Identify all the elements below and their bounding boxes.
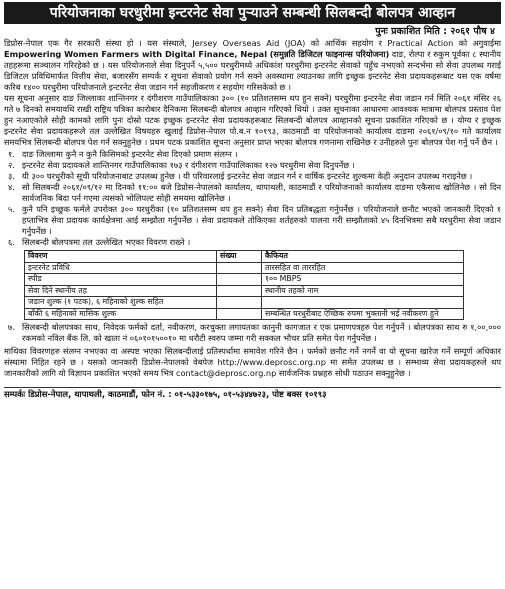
table-cell [217,274,262,286]
table-cell [217,262,262,274]
table-cell: सेवा दिने स्थानीय तह [25,285,217,297]
table-cell: इन्टरनेट प्रविधि [25,262,217,274]
project-name: Empowering Women Farmers with Digital Finance, Nepal [4,49,268,59]
closing-paragraph: माथिका विवरणहरु संलग्न नभएका वा अस्पष्ट भएका सिलबन्दीलाई प्रतिस्पर्धामा समावेश गरिने छैन । फर्मको छनौट गर्ने नगर्ने वा यो सूचना खारेज गर्ने सम्पूर्ण अधिकार संस्थामा निहित रहने छ । यसको जानकारी डिप्रोस-नेपालको वेबपेज http://www.deprosc.org.np मा समेत उपलब्ध छ । सम्भाव्य सेवा प्रदायकहरुले थप जानकारीको लागि यो विज्ञापन प्रकाशित भएको समय भित्र contact@deprosc.org.np सार्वजनिक प्रश्नहरु सोधी पठाउन सक्नुहुनेछ । [4,346,501,378]
table-header: कैफियत [262,251,464,263]
list-item: ६. सिलबन्दी बोलपत्रमा तल उल्लेखित भएका विवरण राख्ने । [8,237,191,247]
table-cell [217,285,262,297]
table-cell: स्थानीय तहको नाम [262,285,464,297]
list-item: ४. सो सिलबन्दी २०६१/०९/१२ मा दिनको ११:०० बजे डिप्रोस-नेपालको कार्यालय, थापाथली, काठमाडौं र परियोजनाको कार्यालय दाङमा एकैसाथ खोलिनेछ । सो दिन सार्वजनिक बिदा पर्न गएमा त्यसको भोलिपल्ट सोही समयमा खोलिनेछ । [8,182,501,203]
table-cell: १०० MBPS [262,274,464,286]
table-row [25,285,464,297]
table-cell: जडान शुल्क (१ पटक), ६ महिनाको शुल्क सहित [25,297,217,309]
list-item: २. इन्टरनेट सेवा प्रदायकले शान्तिनगर गाउँपालिकाका १७३ र दंगीशरण गाउँपालिकाका १२७ घरधुरीमा सेवा दिनुपर्नेछ । [8,160,355,170]
contact-line: सम्पर्कः डिप्रोस-नेपाल, थापाथली, काठमाडौं, फोन नं. : ०१-५३३०१७५, ०१-५३४४७२३, पोष्ट बक्स १०१९३ [4,387,501,400]
table-cell: तारसहित वा ताररहित [262,262,464,274]
list-item: १. दाङ जिल्लामा कुनै न कुनै किसिमको इन्टरनेट सेवा दिएको प्रमाण संलग्न । [8,149,238,159]
list-item: ३. यी ३०० घरधुरीको सूची परियोजनाबाट उपलब्ध हुनेछ । यी परिवारलाई इन्टरनेट सेवा जडान गर्न र वार्षिक इन्टरनेट शुल्कमा केही अनुदान उपलब्ध गराइनेछ । [8,171,473,181]
table-row [25,274,464,286]
republish-date: पुनः प्रकाशित मिति : २०६१ पौष ४ [375,26,495,37]
details-table [24,250,464,320]
table-row [25,308,464,320]
table-cell [217,297,262,309]
table-cell: स्पीड [25,274,217,286]
table-cell [262,297,464,309]
table-cell: बाँकी ६ महिनाको मासिक शुल्क [25,308,217,320]
table-header: संख्या [217,251,262,263]
tender-paragraph: यस सूचना अनुसार दाङ जिल्लाका शान्तिनगर र दंगीशरण गाउँपालिकाका ३०० (१० प्रतिशतसम्म थप हुन सक्ने) घरधुरीमा इन्टरनेट सेवा जडान गर्न मिति २०६१ मंसिर २६ गते ७ दिनको समयावधि राखी राष्ट्रिय पत्रिका कारोबार दैनिकमा सिलबन्दी बोलपत्र आव्हान गरिएको थियो । उक्त सूचनाका आधारमा आवश्यक मात्रामा बोलपत्र प्रस्ताव पेश हुन नआएकोले सोही कामको लागि पुनः दोस्रो पटक इच्छुक इन्टरनेट सेवा प्रदायकहरूबाट सिलबन्दी बोलपत्र आव्हानको सूचना प्रकाशित गरिएको छ । योग्य र इच्छुक इन्टरनेट सेवा प्रदायकहरूले तल उल्लेखित विषयहरु खुलाई डिप्रोस-नेपाल पो.ब.न १०१९३, काठमाडौं वा परियोजनाको कार्यालय दाङमा २०६१/०९/१० गते कार्यालय समयभित्र सिलबन्दी बोलपत्र पेश गर्न सक्नुहुनेछ । प्रथम पटक प्रकाशित सूचना अनुसार प्राप्त भएका बोलपत्र गणनामा राखिनेछ र उनीहरुले पुनः बोलपत्र पेश गर्नु पर्ने छैन । [4,93,502,147]
table-cell [217,308,262,320]
notice-title: परियोजनाका घरधुरीमा इन्टरनेट सेवा पुऱ्याउने सम्बन्धी सिलबन्दी बोलपत्र आव्हान [4,2,501,24]
requirements-list [4,149,501,248]
list-item: ७. सिलबन्दी बोलपत्रका साथ, निवेदक फर्मको दर्ता, नवीकरण, करचुक्ता लगायतका कानुनी कागजात र एक प्रमाणपत्रहरु पेश गर्नुपर्ने । बोलपत्रका साथ रु १,००,००० रकमको नविल बैंक लि. को खाता नं ०६०१०१५००१० मा धरौटी स्वरुप जम्मा गरी सक्कल भौचर प्रति समेत पेश गर्नुपर्नेछ । [8,322,501,343]
project-name-nepali: (समुन्नति डिजिटल फाइनान्स परियोजना) [269,49,390,59]
table-row [25,297,464,309]
table-cell: सम्बन्धित घरधुरीबाट ऐच्छिक रुपमा भुक्तानी भई नवीकरण हुने [262,308,464,320]
intro-paragraph [4,38,501,93]
table-row [25,262,464,274]
table-header: विवरण [25,251,217,263]
table-header-row [25,251,464,263]
list-item: ५. कुनै पनि इच्छुक फर्मले उपरोक्त ३०० घरधुरीका (१० प्रतिशतसम्म थप हुन सक्ने) सेवा दिन प्रतिबद्धता गर्नुपर्नेछ । परियोजनाले छनौट भएको जानकारी दिएको १ हप्ताभित्र सेवा प्रदायक कार्यक्षेत्रमा आई सम्झौता गर्नुपर्नेछ । सेवा प्रदायकले तोकिएका शर्तहरुको पालना गरी सम्झौताको ४५ दिनभित्रमा सबै घरधुरीमा सेवा जडान गर्नुपर्नेछ । [8,204,501,236]
intro-text-b: दाङ, रोल्पा र रुकुम पूर्वका ८ स्थानीय तहहरूमा सञ्चालन गरिरहेको छ । यस परियोजनाले सेवा दिनुपर्ने ५,५०० घरधुरीमध्ये अधिकांश घरधुरीमा इन्टरनेट सेवाको पहुँच नभएको सन्दर्भमा सो सेवा उपलब्ध गराई डिजिटल प्रविधिमार्फत वित्तीय सेवा, बजारसँग सम्पर्क र सूचना सेवाको प्रयोग गर्न सक्ने अवस्थामा ल्याउनका लागि इच्छुक इन्टरनेट सेवा प्रदायकहरूबाट यस एक वर्षमा करिब १४०० घरधुरीमा परियोजनाले इन्टरनेट सेवा जडान गर्न सहजीकरण र सहयोग गरिसकेको छ । [4,49,501,92]
intro-text-a: डिप्रोस-नेपाल एक गैर सरकारी संस्था हो । यस संस्थाले, Jersey Overseas Aid (JOA) को आर्थिक सहयोग र Practical Action को अगुवाईमा [4,38,501,48]
